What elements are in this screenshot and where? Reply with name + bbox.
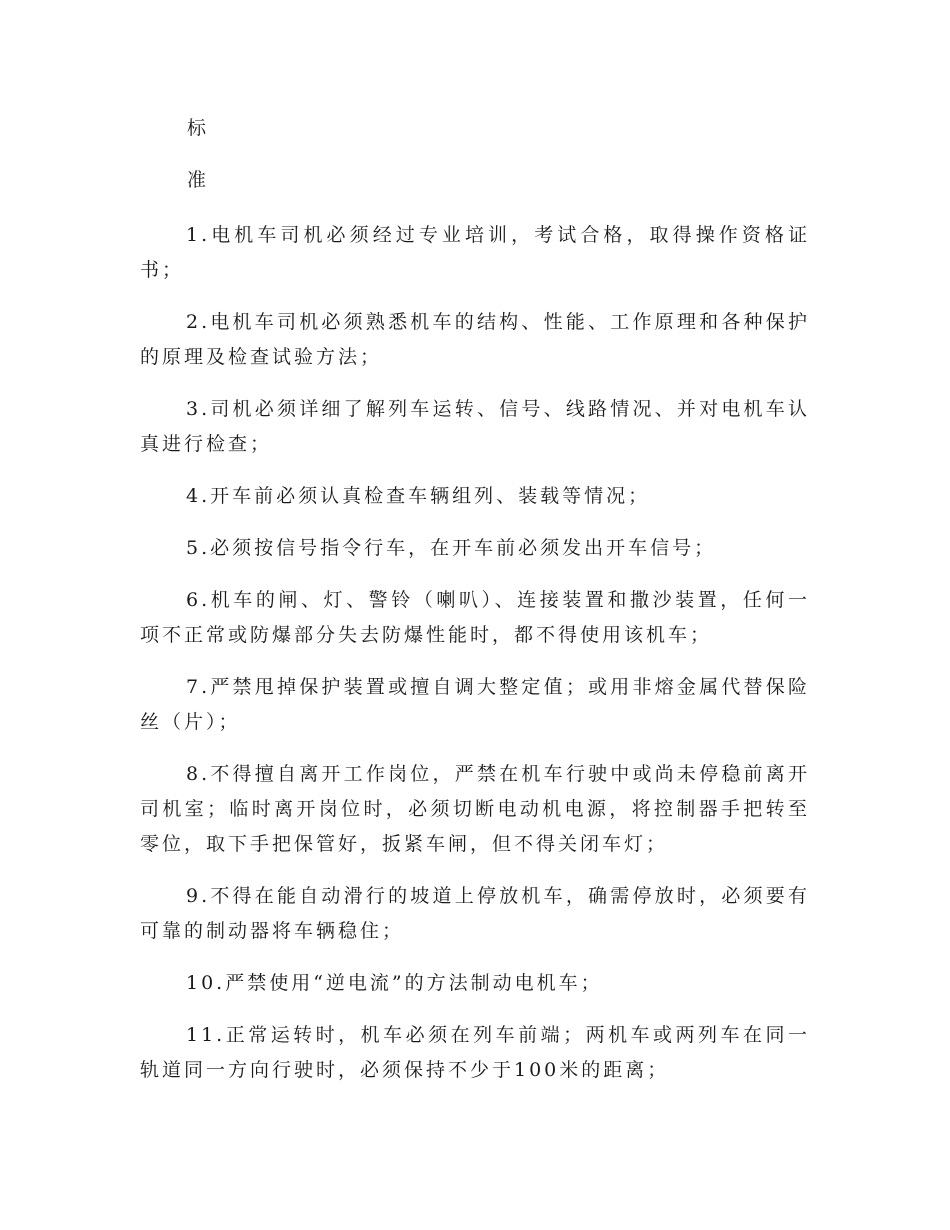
rule-item-11: 11.正常运转时，机车必须在列车前端；两机车或两列车在同一轨道同一方向行驶时，必须保持不少于100米的距离；	[140, 1024, 810, 1081]
rule-item-2: 2.电机车司机必须熟悉机车的结构、性能、工作原理和各种保护的原理及检查试验方法；	[140, 311, 810, 368]
rule-item-8: 8.不得擅自离开工作岗位，严禁在机车行驶中或尚未停稳前离开司机室；临时离开岗位时，必须切断电动机电源，将控制器手把转至零位，取下手把保管好，扳紧车闸，但不得关闭车灯；	[140, 763, 810, 855]
rule-item-1: 1.电机车司机必须经过专业培训，考试合格，取得操作资格证书；	[140, 224, 810, 281]
rule-item-3: 3.司机必须详细了解列车运转、信号、线路情况、并对电机车认真进行检查；	[140, 398, 810, 455]
rules-list	[0, 218, 950, 1105]
title-char-1: 标	[187, 117, 210, 139]
rule-item-6: 6.机车的闸、灯、警铃（喇叭）、连接装置和撒沙装置，任何一项不正常或防爆部分失去防爆性能时，都不得使用该机车；	[140, 589, 810, 646]
rule-item-10: 10.严禁使用“逆电流”的方法制动电机车；	[186, 972, 603, 994]
rule-item-7: 7.严禁甩掉保护装置或擅自调大整定值；或用非熔金属代替保险丝（片）；	[140, 676, 810, 733]
rule-item-4: 4.开车前必须认真检查车辆组列、装载等情况；	[186, 485, 651, 507]
rule-item-9: 9.不得在能自动滑行的坡道上停放机车，确需停放时，必须要有可靠的制动器将车辆稳住；	[140, 885, 810, 942]
rule-item-5: 5.必须按信号指令行车，在开车前必须发出开车信号；	[186, 537, 717, 559]
title-char-2: 准	[187, 169, 210, 191]
